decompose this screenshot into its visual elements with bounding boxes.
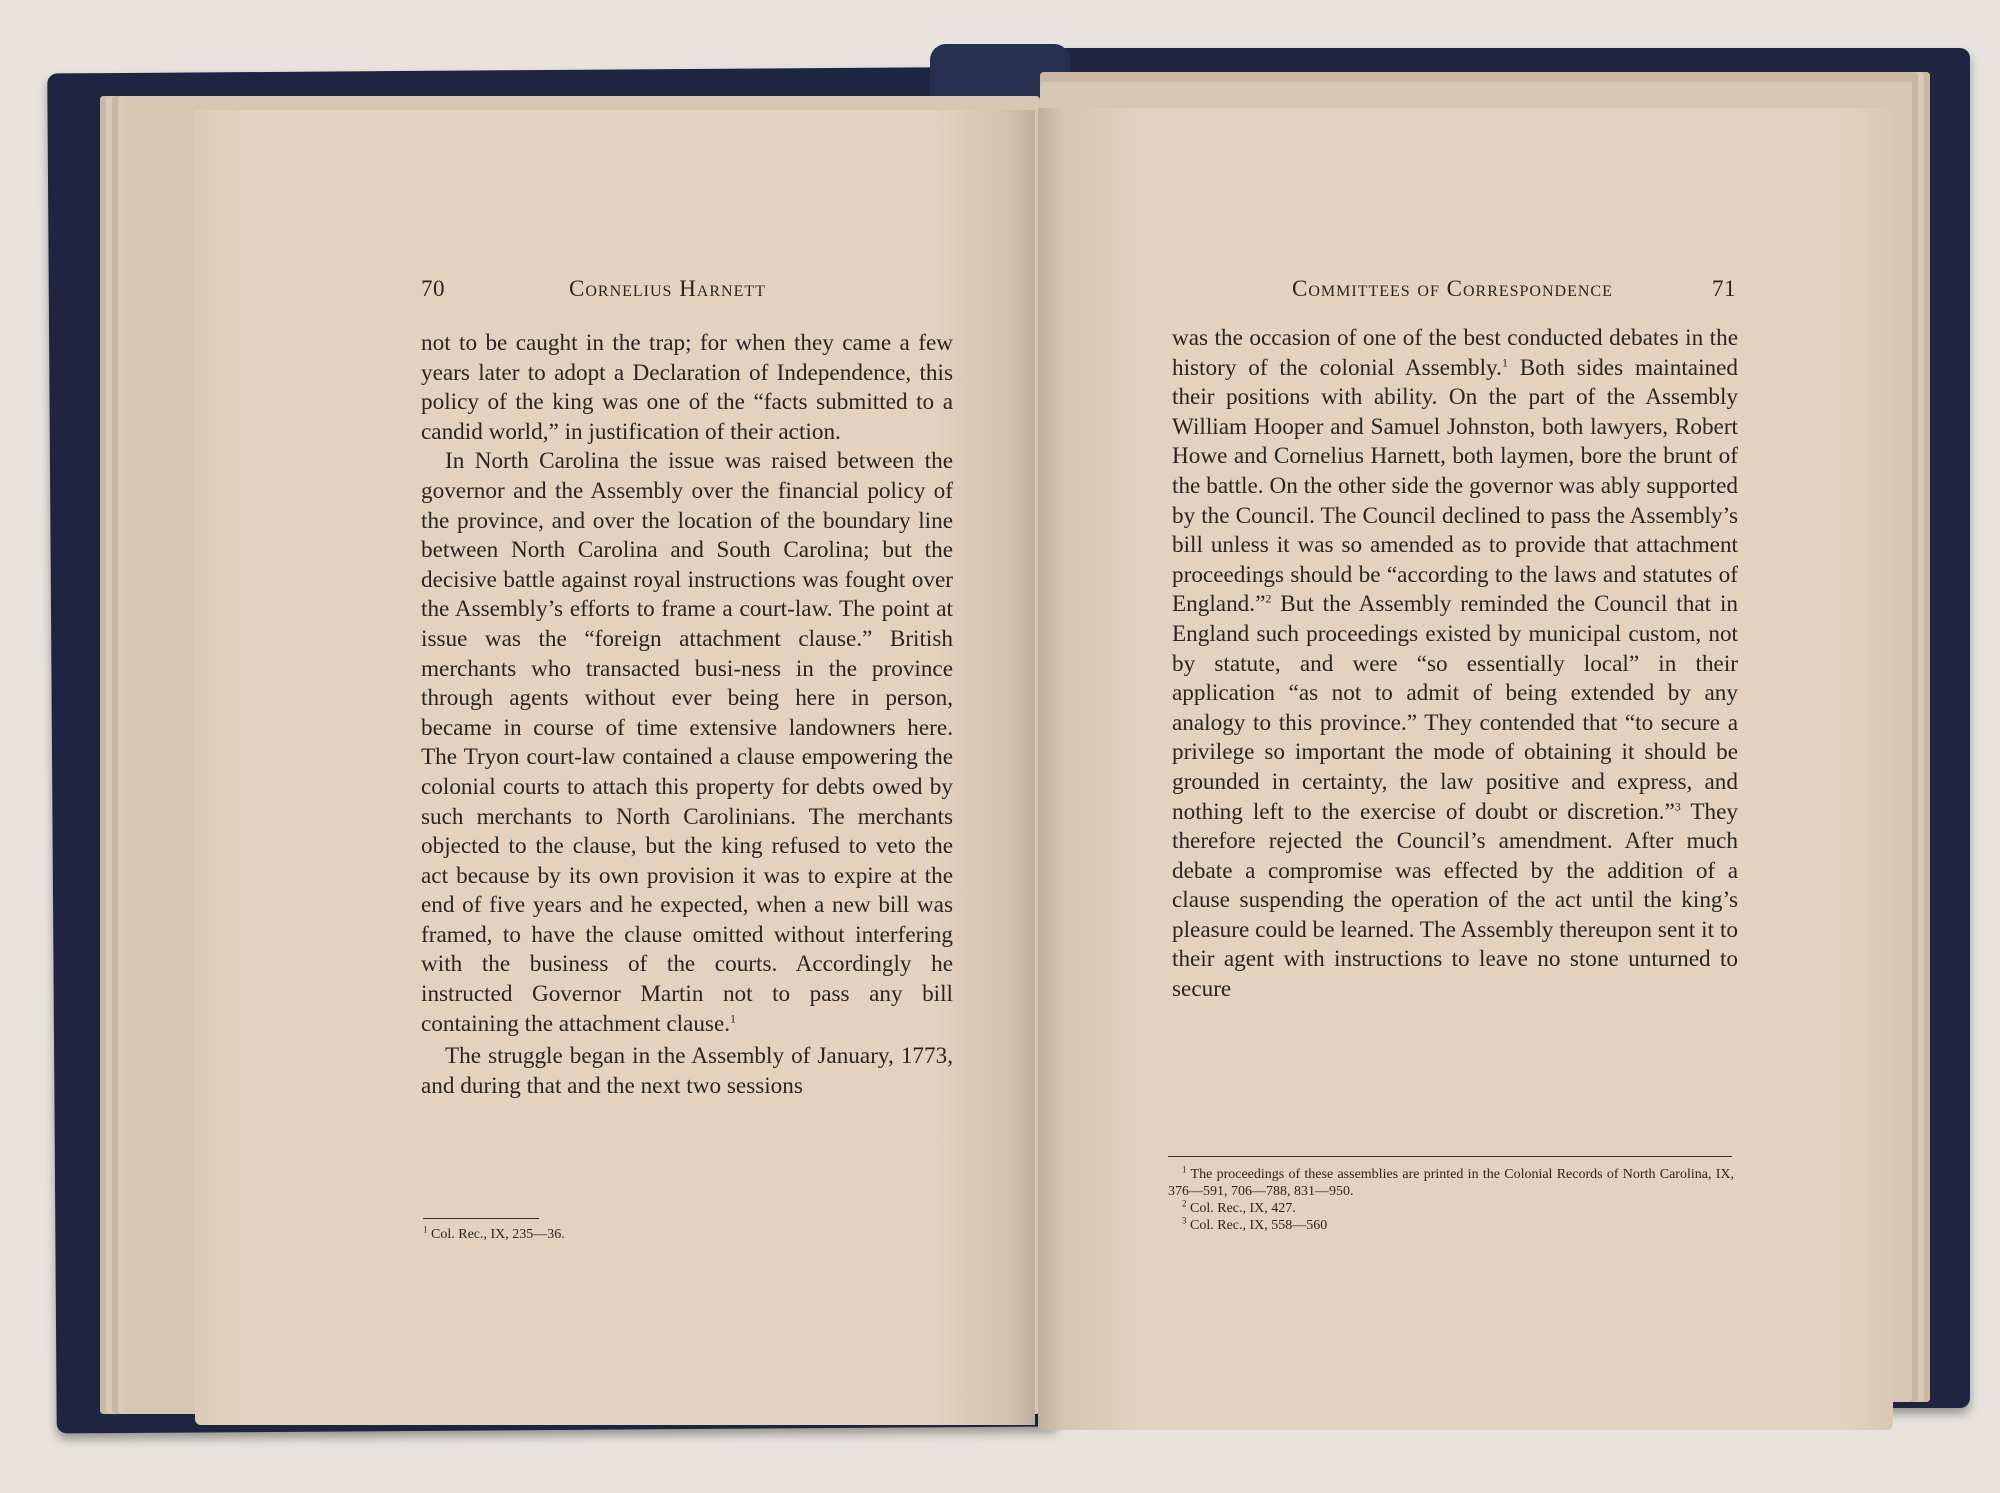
- running-title: Cornelius Harnett: [569, 276, 766, 301]
- body-text-left: [421, 329, 953, 1101]
- paragraph: was the occasion of one of the best conducted debates in the history of the colonial Assembly.$^1$ Both sides maintained their positions with ability. On the part of the Assembly William Hooper and Samuel Johnston, both lawyers, Robert Howe and Cornelius Harnett, both laymen, bore the brunt of the battle. On the other side the governor was ably supported by the Council. The Council declined to pass the Assembly’s bill unless it was so amended as to provide that attachment proceedings should be “according to the laws and statutes of England.”$^2$ But the Assembly reminded the Council that in England such proceedings existed by municipal custom, not by statute, and were “so essentially local” in their application “as not to admit of being extended by any analogy to this province.” They contended that “to secure a privilege so important the mode of obtaining it should be grounded in certainty, the law positive and express, and nothing left to the exercise of doubt or discretion.”$^3$ They therefore rejected the Council’s amendment. After much debate a compromise was effected by the addition of a clause suspending the operation of the act until the king’s pleasure could be learned. The Assembly thereupon sent it to their agent with instructions to leave no stone unturned to secure: [1172, 325, 1739, 1003]
- footnote: $^1$ Col. Rec., IX, 235—36.: [423, 1224, 565, 1242]
- footnote-ref: 3: [1674, 798, 1681, 813]
- running-head-left: [421, 276, 1021, 306]
- footnote-rule: [1168, 1156, 1732, 1157]
- left-page: [195, 110, 1035, 1425]
- footnote: $^3$ Col. Rec., IX, 558—560: [1182, 1215, 1328, 1233]
- footnote: $^1$ The proceedings of these assemblies are printed in the Colonial Records of North Carolina, IX, 376—591, 706—788, 831—950.: [1168, 1164, 1734, 1199]
- running-title: Committees of Correspondence: [1292, 276, 1613, 301]
- page-number: 71: [1712, 276, 1736, 301]
- paragraph: The struggle began in the Assembly of January, 1773, and during that and the next two sessions: [421, 1043, 953, 1099]
- running-head-right: [1172, 276, 1742, 306]
- page-number: 70: [421, 276, 445, 301]
- footnote: $^2$ Col. Rec., IX, 427.: [1182, 1198, 1296, 1216]
- footnotes-left: [423, 1226, 943, 1243]
- right-page: [1038, 108, 1893, 1430]
- footnote-ref: 1: [730, 1010, 737, 1025]
- body-text-right: [1172, 324, 1738, 1005]
- footnote-ref: 1: [1501, 354, 1508, 369]
- footnote-rule: [423, 1218, 539, 1219]
- footnote-ref: 2: [1265, 591, 1272, 606]
- footnotes-right: [1168, 1166, 1734, 1234]
- paragraph: not to be caught in the trap; for when they came a few years later to adopt a Declaration of Independence, this policy of the king was one of the “facts submitted to a candid world,” in justification of their action.: [421, 330, 953, 445]
- paragraph: In North Carolina the issue was raised between the governor and the Assembly over the financial policy of the province, and over the location of the boundary line between North Carolina and South Carolina; but the decisive battle against royal instructions was fought over the Assembly’s efforts to frame a court-law. The point at issue was the “foreign attachment clause.” British merchants who transacted busi-ness in the province through agents without ever being here in person, became in course of time extensive landowners here. The Tryon court-law contained a clause empowering the colonial courts to attach this property for debts owed by such merchants to North Carolinians. The merchants objected to the clause, but the king refused to veto the act because by its own provision it was to expire at the end of five years and he expected, when a new bill was framed, to have the clause omitted without interfering with the business of the courts. Accordingly he instructed Governor Martin not to pass any bill containing the attachment clause.$^1$: [421, 448, 953, 1037]
